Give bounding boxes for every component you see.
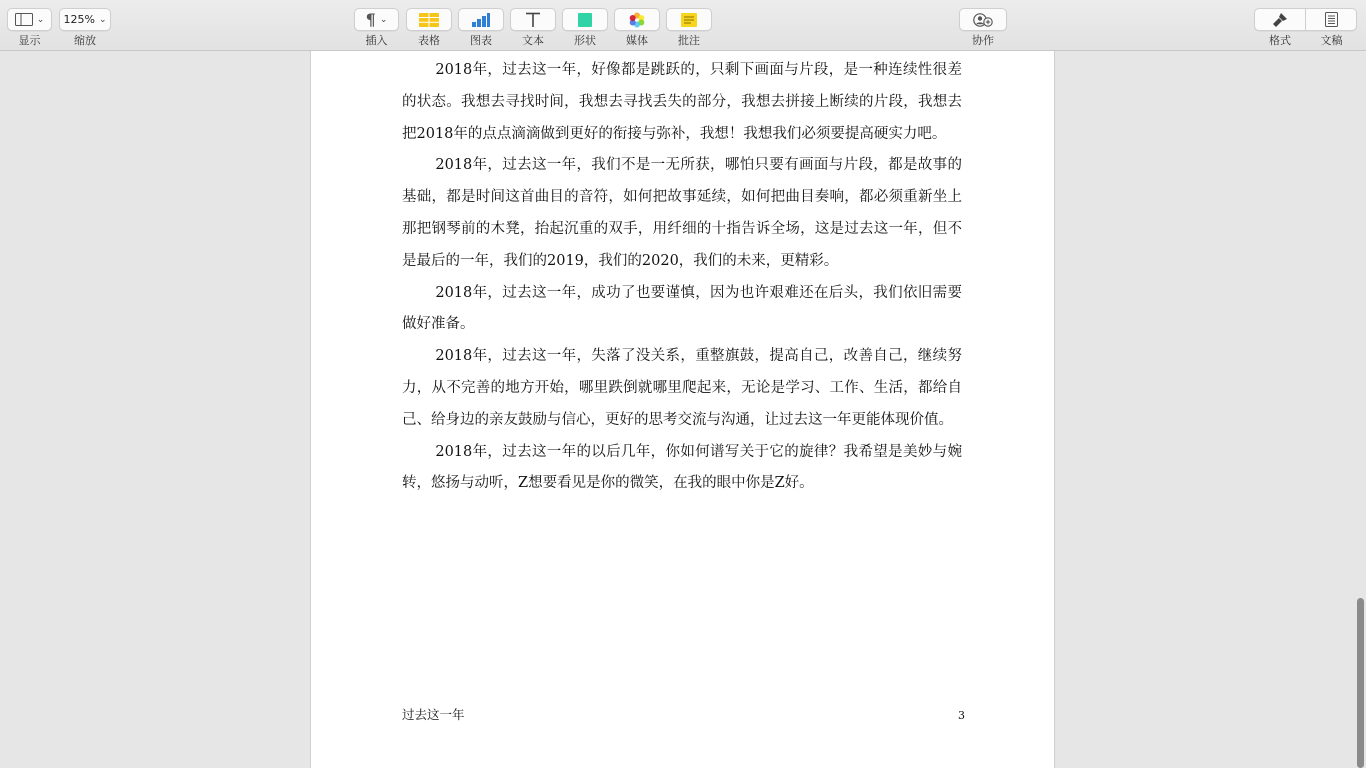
shape-icon [578,13,592,27]
document-label: 文稿 [1320,34,1343,47]
inspector-group [1254,8,1357,47]
document-button[interactable] [1306,8,1357,31]
shape-button[interactable] [562,8,608,31]
zoom-select[interactable] [59,8,111,31]
sidebar-view-icon [15,13,33,26]
chart-label: 图表 [470,34,492,47]
chart-icon [472,13,490,27]
comment-label: 批注 [678,34,700,47]
paragraph[interactable]: 2018年，过去这一年，好像都是跳跃的，只剩下画面与片段，是一种连续性很差的状态。我想去寻找时间，我想去寻找丢失的部分，我想去拼接上断续的片段，我想去把2018年的点点滴滴做到更好的衔接与弥补，我想！我想我们必须要提高硬实力吧。 [402,62,962,142]
insert-label: 插入 [365,34,388,47]
collaborate-group [959,8,1007,47]
vertical-scrollbar[interactable] [1357,598,1364,768]
view-label: 显示 [18,34,41,47]
insert-button[interactable] [354,8,399,31]
zoom-group [59,8,111,47]
chevron-down-icon: ⌄ [98,14,107,25]
insert-group [354,8,399,47]
paragraph[interactable]: 2018年，过去这一年的以后几年，你如何谱写关于它的旋律？我希望是美妙与婉转，悠扬与动听，Z想要看见是你的微笑，在我的眼中你是Z好。 [402,443,962,492]
chart-button[interactable] [458,8,504,31]
zoom-value: 125% [63,13,95,26]
comment-icon [681,13,697,27]
media-button[interactable] [614,8,660,31]
table-button[interactable] [406,8,452,31]
collaborate-button[interactable] [959,8,1007,31]
page-number[interactable]: 3 [958,709,965,722]
text-button[interactable] [510,8,556,31]
media-label: 媒体 [626,34,648,47]
paintbrush-icon [1272,12,1288,27]
inspector-labels [1254,31,1357,47]
shape-group [562,8,608,47]
shape-label: 形状 [574,34,596,47]
inspector-segmented [1254,8,1357,31]
format-label: 格式 [1269,34,1291,47]
comment-button[interactable] [666,8,712,31]
document-page[interactable] [310,51,1055,768]
media-group [614,8,660,47]
chevron-down-icon: ⌄ [36,14,45,25]
toolbar [0,0,1366,51]
footer-title[interactable]: 过去这一年 [402,707,465,722]
zoom-label: 缩放 [74,34,96,47]
chart-group [458,8,504,47]
text-group [510,8,556,47]
text-icon [525,12,541,27]
document-icon [1325,12,1338,27]
text-label: 文本 [522,34,544,47]
pilcrow-icon: ¶ [365,10,376,29]
table-label: 表格 [418,34,440,47]
document-body[interactable] [402,55,962,500]
add-person-icon [973,13,993,27]
document-canvas[interactable] [0,51,1366,768]
photos-icon [629,12,645,28]
comment-group [666,8,712,47]
paragraph[interactable]: 2018年，过去这一年，成功了也要谨慎，因为也许艰难还在后头，我们依旧需要做好准备。 [402,284,962,333]
view-button[interactable] [7,8,52,31]
chevron-down-icon: ⌄ [379,14,388,25]
collaborate-label: 协作 [972,34,994,47]
table-group [406,8,452,47]
table-icon [419,13,439,27]
format-button[interactable] [1254,8,1306,31]
paragraph[interactable]: 2018年，过去这一年，我们不是一无所获，哪怕只要有画面与片段，都是故事的基础，都是时间这首曲目的音符，如何把故事延续，如何把曲目奏响，都必须重新坐上那把钢琴前的木凳，抬起沉重的双手，用纤细的十指告诉全场，这是过去这一年，但不是最后的一年，我们的2019，我们的2020，我们的未来，更精彩。 [402,157,962,269]
paragraph[interactable]: 2018年，过去这一年，失落了没关系，重整旗鼓，提高自己，改善自己，继续努力，从不完善的地方开始，哪里跌倒就哪里爬起来，无论是学习、工作、生活，都给自己、给身边的亲友鼓励与信心，更好的思考交流与沟通，让过去这一年更能体现价值。 [402,348,962,428]
view-group [7,8,52,47]
